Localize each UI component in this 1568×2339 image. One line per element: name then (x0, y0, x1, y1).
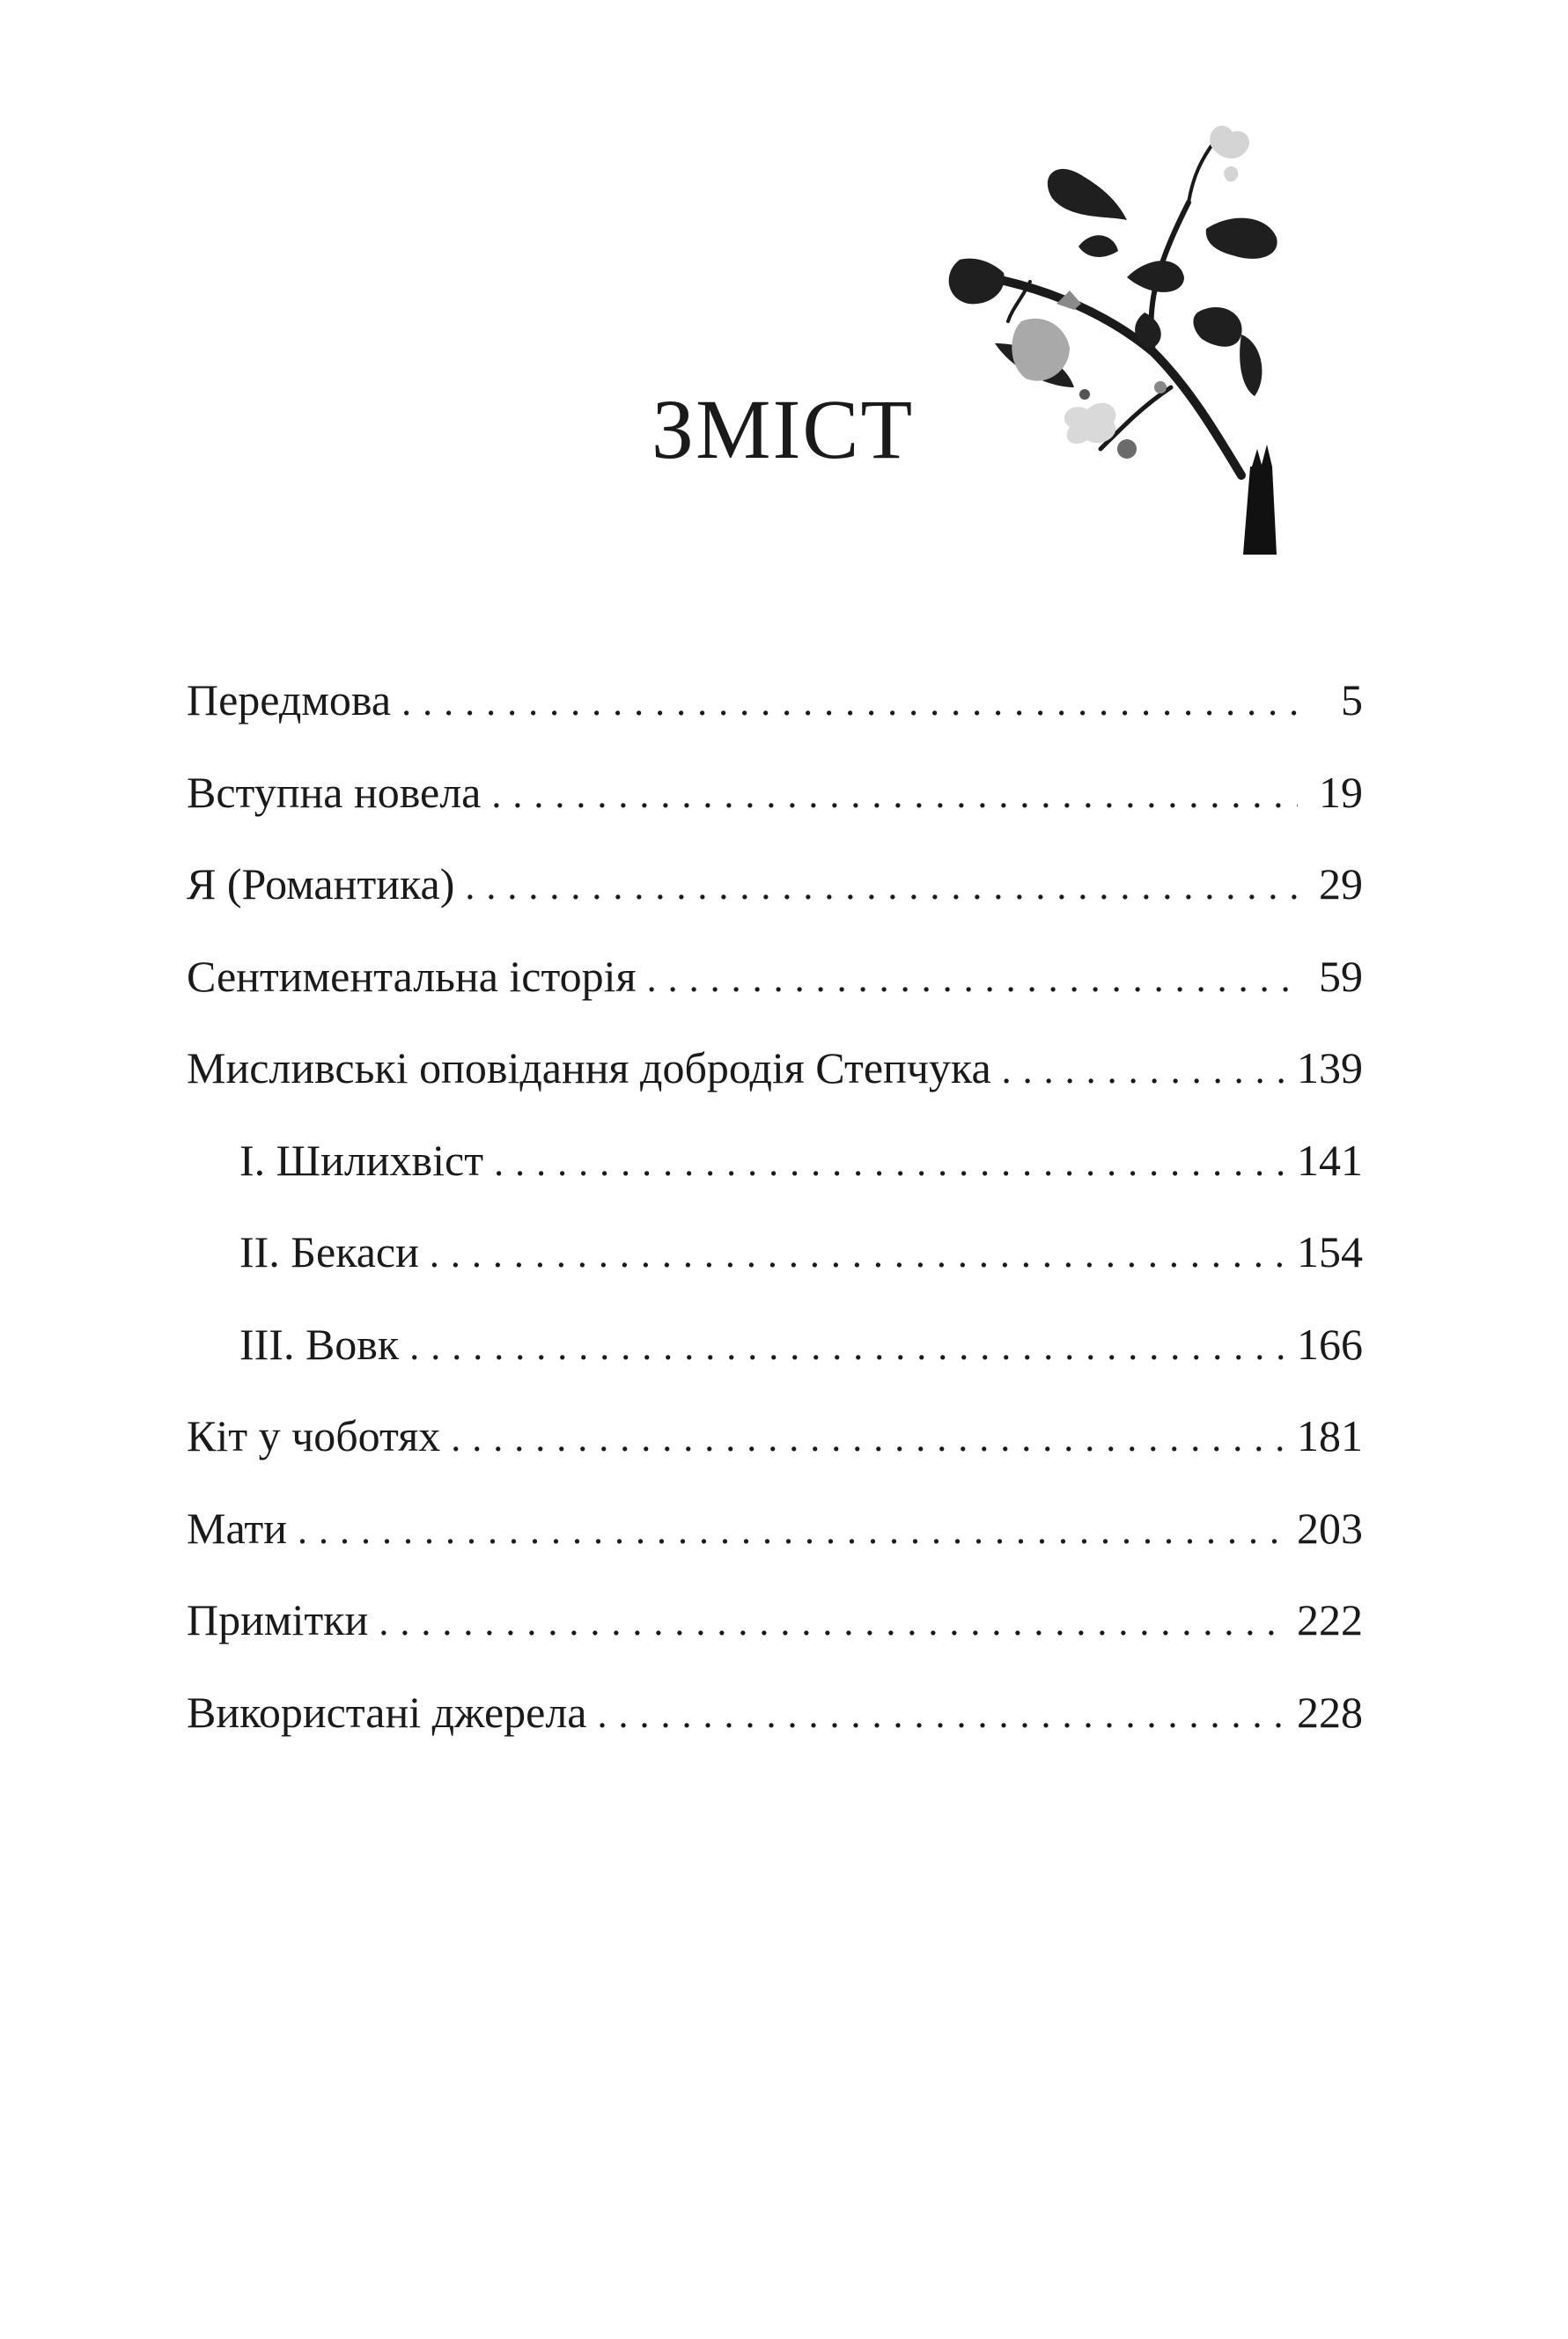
dot-leader (401, 683, 1298, 722)
toc-page-number: 203 (1297, 1503, 1363, 1553)
toc-entry-title: Кіт у чоботях (187, 1411, 441, 1460)
toc-page-number: 141 (1297, 1135, 1363, 1185)
toc-entry[interactable] (187, 1595, 1363, 1690)
toc-entry-title: Використані джерела (187, 1687, 587, 1737)
toc-subentry[interactable] (187, 1135, 1363, 1231)
toc-entry-title: Примітки (187, 1595, 369, 1644)
toc-entry[interactable] (187, 859, 1363, 954)
toc-entry[interactable] (187, 1043, 1363, 1138)
toc-page-number: 228 (1297, 1687, 1363, 1737)
toc-page-number: 154 (1297, 1227, 1363, 1276)
dot-leader (298, 1512, 1285, 1550)
toc-entry[interactable] (187, 1687, 1363, 1783)
toc-page-number: 5 (1341, 675, 1363, 725)
toc-page-number: 29 (1319, 859, 1363, 908)
dot-leader (647, 960, 1298, 998)
dot-leader (1002, 1051, 1285, 1090)
toc-entry-title: Вступна новела (187, 767, 482, 817)
toc-subentry[interactable] (187, 1319, 1363, 1415)
dot-leader (430, 1235, 1285, 1274)
dot-leader (494, 1144, 1285, 1182)
dot-leader (491, 776, 1298, 814)
toc-entry-title: Мисливські оповідання добродія Степчука (187, 1043, 991, 1092)
toc-entry[interactable] (187, 1411, 1363, 1506)
dot-leader (597, 1695, 1285, 1734)
toc-entry[interactable] (187, 1503, 1363, 1599)
toc-entry-title: Сентиментальна історія (187, 951, 637, 1001)
toc-entry-title: ІІ. Бекаси (239, 1227, 419, 1276)
toc-entry-title: І. Шилихвіст (239, 1135, 484, 1185)
toc-page-number: 222 (1297, 1595, 1363, 1644)
toc-subentry[interactable] (187, 1227, 1363, 1322)
toc-page-number: 19 (1319, 767, 1363, 817)
toc-entry-title: Передмова (187, 675, 392, 725)
dot-leader (465, 867, 1298, 906)
toc-page-number: 166 (1297, 1319, 1363, 1369)
flowering-branch-icon (924, 123, 1312, 563)
dot-leader (379, 1603, 1285, 1642)
toc-entry[interactable] (187, 951, 1363, 1047)
toc-entry-title: Я (Романтика) (187, 859, 455, 908)
toc-entry[interactable] (187, 767, 1363, 863)
toc-page-number: 59 (1319, 951, 1363, 1001)
page-title: ЗМІСТ (651, 382, 915, 476)
table-of-contents (187, 675, 1363, 1782)
dot-leader (451, 1419, 1285, 1458)
toc-page-number: 139 (1297, 1043, 1363, 1092)
toc-entry[interactable] (187, 675, 1363, 770)
toc-entry-title: Мати (187, 1503, 287, 1553)
dot-leader (409, 1328, 1285, 1366)
toc-page-number: 181 (1297, 1411, 1363, 1460)
toc-entry-title: ІІІ. Вовк (239, 1319, 400, 1369)
